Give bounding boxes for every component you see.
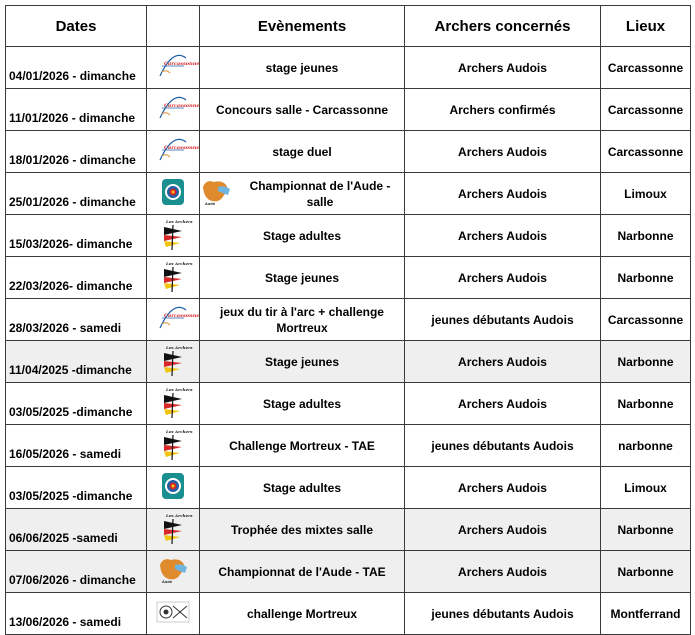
row-archers: Archers Audois [405,551,601,593]
header-logo [147,6,200,47]
row-event: stage jeunes [265,60,339,75]
row-lieu: Narbonne [601,509,691,551]
row-lieu: Carcassonne [601,299,691,341]
row-event-cell [200,341,405,383]
row-date: 18/01/2026 - dimanche [6,131,147,173]
club-montferrand-logo [156,600,190,627]
row-archers: jeunes débutants Audois [405,425,601,467]
svg-text:Carcassonne: Carcassonne [164,103,200,109]
row-lieu: Carcassonne [601,47,691,89]
club-carcassonne-logo [156,304,200,335]
row-archers: Archers Audois [405,131,601,173]
row-event-cell [200,551,405,593]
row-event-wrap [200,144,404,160]
schedule-body [6,47,691,635]
club-limoux-logo [160,177,186,210]
row-date: 11/01/2026 - dimanche [6,89,147,131]
row-archers: Archers Audois [405,383,601,425]
row-date: 22/03/2026- dimanche [6,257,147,299]
row-event-cell [200,215,405,257]
club-narbonne-logo [160,259,193,296]
row-lieu: narbonne [601,425,691,467]
row-logo-cell [147,215,200,257]
table-row [6,257,691,299]
row-event-wrap [200,606,404,622]
row-event-wrap [200,304,404,336]
club-carcassonne-logo [156,94,200,125]
svg-text:Les Archers: Les Archers [166,513,193,518]
svg-text:Carcassonne: Carcassonne [164,61,200,67]
club-narbonne-logo [160,217,193,254]
row-event-wrap [200,480,404,496]
club-narbonne-logo [160,343,193,380]
table-row [6,131,691,173]
row-logo-cell [147,383,200,425]
row-event-wrap [200,564,404,580]
row-lieu: Montferrand [601,593,691,635]
aude-map-logo [200,177,232,211]
row-date: 16/05/2026 - samedi [6,425,147,467]
row-logo-cell [147,467,200,509]
row-archers: jeunes débutants Audois [405,593,601,635]
row-event-wrap [200,102,404,118]
row-event: Concours salle - Carcassonne [215,102,389,117]
row-event-cell [200,383,405,425]
row-logo-cell [147,89,200,131]
schedule-table [5,5,691,635]
club-narbonne-logo [160,385,193,422]
header-lieux: Lieux [601,6,691,47]
schedule-container [5,5,691,635]
club-narbonne-logo [160,427,193,464]
row-date: 13/06/2026 - samedi [6,593,147,635]
row-archers: Archers confirmés [405,89,601,131]
row-event: Challenge Mortreux - TAE [229,438,375,453]
row-event: Stage adultes [262,396,342,411]
row-event-cell [200,299,405,341]
aude-map-logo [157,555,189,588]
row-archers: Archers Audois [405,467,601,509]
row-logo-cell [147,593,200,635]
table-row [6,215,691,257]
table-row [6,425,691,467]
row-lieu: Narbonne [601,257,691,299]
row-lieu: Narbonne [601,551,691,593]
row-date: 28/03/2026 - samedi [6,299,147,341]
row-archers: Archers Audois [405,341,601,383]
row-date: 15/03/2026- dimanche [6,215,147,257]
svg-text:Aude: Aude [205,201,216,206]
row-event-wrap [200,354,404,370]
row-event-cell [200,89,405,131]
row-event-wrap [200,270,404,286]
row-event-wrap [200,438,404,454]
row-lieu: Carcassonne [601,89,691,131]
svg-text:Les Archers: Les Archers [166,429,193,434]
row-event: Championnat de l'Aude - TAE [218,564,386,579]
row-date: 07/06/2026 - dimanche [6,551,147,593]
row-event-wrap [200,60,404,76]
row-logo-cell [147,509,200,551]
row-archers: Archers Audois [405,47,601,89]
row-archers: Archers Audois [405,509,601,551]
row-date: 25/01/2026 - dimanche [6,173,147,215]
table-row [6,509,691,551]
row-event: Stage jeunes [264,270,340,285]
row-date: 04/01/2026 - dimanche [6,47,147,89]
row-event: Stage adultes [262,480,342,495]
club-carcassonne-logo [156,136,200,167]
row-date: 03/05/2025 -dimanche [6,467,147,509]
row-event-wrap [200,228,404,244]
row-event-cell [200,47,405,89]
table-row [6,593,691,635]
svg-text:Les Archers: Les Archers [166,261,193,266]
row-event-wrap [200,396,404,412]
row-event: Stage jeunes [264,354,340,369]
row-event-cell [200,131,405,173]
row-event: Championnat de l'Aude - salle [249,178,391,209]
row-event: Stage adultes [262,228,342,243]
row-event-cell [200,425,405,467]
table-row [6,173,691,215]
row-event-cell [200,467,405,509]
table-row [6,341,691,383]
club-carcassonne-logo [156,52,200,83]
row-logo-cell [147,299,200,341]
row-event: jeux du tir à l'arc + challenge Mortreux [220,304,384,335]
header-archers: Archers concernés [405,6,601,47]
row-event-cell [200,257,405,299]
row-logo-cell [147,47,200,89]
row-logo-cell [147,131,200,173]
row-logo-cell [147,257,200,299]
table-row [6,299,691,341]
row-event: stage duel [272,144,332,159]
header-evenements: Evènements [200,6,405,47]
row-event: Trophée des mixtes salle [230,522,374,537]
svg-text:Carcassonne: Carcassonne [164,145,200,151]
row-lieu: Narbonne [601,215,691,257]
row-lieu: Narbonne [601,341,691,383]
row-event-cell [200,509,405,551]
row-archers: Archers Audois [405,257,601,299]
row-event-cell [200,173,405,215]
svg-text:Les Archers: Les Archers [166,387,193,392]
header-row [6,6,691,47]
table-row [6,551,691,593]
row-archers: Archers Audois [405,173,601,215]
svg-text:Aude: Aude [162,580,173,584]
table-row [6,467,691,509]
row-date: 06/06/2025 -samedi [6,509,147,551]
row-logo-cell [147,341,200,383]
row-logo-cell [147,551,200,593]
row-archers: Archers Audois [405,215,601,257]
row-event-wrap [200,522,404,538]
row-event: challenge Mortreux [246,606,358,621]
row-logo-cell [147,425,200,467]
row-lieu: Carcassonne [601,131,691,173]
svg-text:Carcassonne: Carcassonne [164,313,200,319]
club-limoux-logo [160,471,186,504]
row-archers: jeunes débutants Audois [405,299,601,341]
table-row [6,47,691,89]
table-row [6,89,691,131]
row-lieu: Limoux [601,467,691,509]
table-row [6,383,691,425]
row-date: 11/04/2025 -dimanche [6,341,147,383]
row-lieu: Narbonne [601,383,691,425]
row-event-cell [200,593,405,635]
row-event-wrap [200,177,404,211]
row-lieu: Limoux [601,173,691,215]
row-date: 03/05/2025 -dimanche [6,383,147,425]
header-dates: Dates [6,6,147,47]
row-logo-cell [147,173,200,215]
svg-text:Les Archers: Les Archers [166,219,193,224]
svg-text:Les Archers: Les Archers [166,345,193,350]
club-narbonne-logo [160,511,193,548]
